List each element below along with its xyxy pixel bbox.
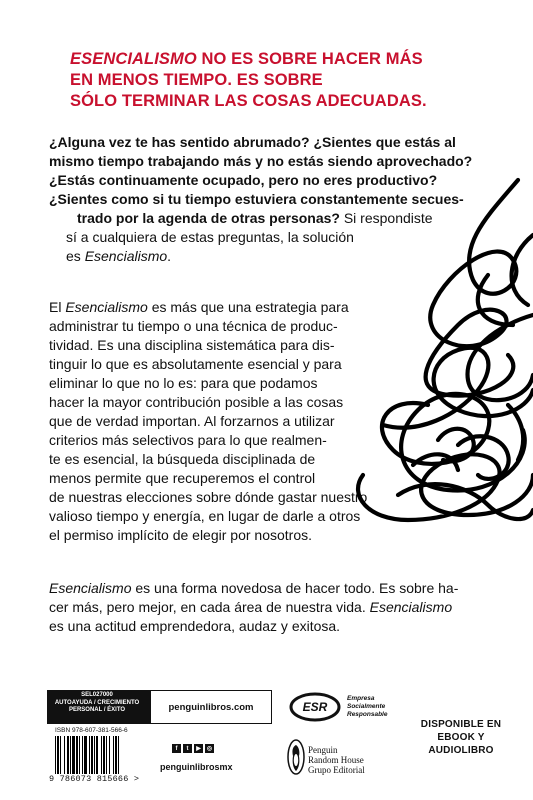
category-code-line: PERSONAL / ÉXITO xyxy=(68,707,126,713)
paragraph-line: que de verdad importan. Al forzarnos a utilizar xyxy=(49,413,335,429)
instagram-icon[interactable]: ◎ xyxy=(206,746,213,752)
svg-text:ESR: ESR xyxy=(302,700,328,714)
barcode-bar xyxy=(79,736,80,774)
category-box xyxy=(47,690,272,724)
paragraph-line: eliminar lo que no lo es: para que podamos xyxy=(49,375,318,391)
esr-label-line: Responsable xyxy=(347,711,388,718)
barcode-bar xyxy=(55,736,56,774)
twitter-icon[interactable]: t xyxy=(183,744,192,753)
barcode-bar xyxy=(94,736,95,774)
category-code xyxy=(47,692,147,715)
paragraph-line-pre: El xyxy=(49,299,66,315)
question-line-rest: Si respondiste xyxy=(339,210,433,226)
isbn-text: ISBN 978-607-381-566-6 xyxy=(55,727,128,734)
barcode-bar xyxy=(64,736,65,774)
barcode-bar xyxy=(96,736,98,774)
paragraph-line: el permiso implícito de elegir por nosotros. xyxy=(49,527,313,543)
available-line: EBOOK Y AUDIOLIBRO xyxy=(428,732,494,756)
barcode-bar xyxy=(109,736,110,774)
barcode xyxy=(53,736,145,774)
headline xyxy=(70,49,490,112)
paragraph-line: te es esencial, la búsqueda disciplinada de xyxy=(49,451,316,467)
barcode-bar xyxy=(106,736,107,774)
paragraph-line-italic: Esencialismo xyxy=(369,599,453,615)
esr-logo xyxy=(287,690,343,724)
social-handle[interactable]: penguinlibrosmx xyxy=(160,762,233,772)
question-line-bold: trado por la agenda de otras personas? xyxy=(77,210,340,226)
paragraph-line: es una actitud emprendedora, audaz y exitosa. xyxy=(49,618,341,634)
question-line: ¿Estás continuamente ocupado, pero no eres productivo? xyxy=(49,172,438,188)
barcode-bar xyxy=(91,736,93,774)
paragraph-line xyxy=(49,579,489,598)
question-line: mismo tiempo trabajando más y no estás siendo aprovechado? xyxy=(49,153,473,169)
barcode-bar xyxy=(60,736,61,774)
barcode-bar xyxy=(72,736,75,774)
barcode-bar xyxy=(89,736,90,774)
paragraph-line-post: es una forma novedosa de hacer todo. Es sobre ha- xyxy=(131,580,459,596)
paragraph-line xyxy=(49,598,489,617)
barcode-bar xyxy=(118,736,119,774)
facebook-icon[interactable]: f xyxy=(172,744,181,753)
barcode-bar xyxy=(115,736,117,774)
esr-label-line: Empresa xyxy=(347,695,375,702)
headline-line-1-rest: NO ES SOBRE HACER MÁS xyxy=(196,50,423,68)
barcode-bar xyxy=(57,736,59,774)
question-line: ¿Alguna vez te has sentido abrumado? ¿Sientes que estás al xyxy=(49,134,456,150)
publisher-line: Random House xyxy=(308,755,364,765)
category-code-line: SEL027000 xyxy=(81,692,113,698)
barcode-bar xyxy=(67,736,69,774)
headline-line-1 xyxy=(70,49,490,70)
social-icons xyxy=(172,744,214,753)
paragraph-line: criterios más selectivos para lo que realmen- xyxy=(49,432,327,448)
question-line-italic: Esencialismo xyxy=(84,248,168,264)
question-line-pre: es xyxy=(66,248,85,264)
headline-line-3: SÓLO TERMINAR LAS COSAS ADECUADAS. xyxy=(70,92,427,110)
barcode-bar xyxy=(113,736,114,774)
barcode-bar xyxy=(84,736,87,774)
headline-line-2: EN MENOS TIEMPO. ES SOBRE xyxy=(70,71,323,89)
question-line: sí a cualquiera de estas preguntas, la solución xyxy=(66,229,354,245)
barcode-bar xyxy=(103,736,105,774)
esr-label-line: Socialmente xyxy=(347,703,386,710)
paragraph-line: hacer la mayor contribución posible a las cosas xyxy=(49,394,344,410)
paragraph-line: valioso tiempo y energía, en lugar de darle a otros xyxy=(49,508,361,524)
question-line-post: . xyxy=(167,248,172,264)
barcode-bar xyxy=(70,736,71,774)
barcode-bar xyxy=(76,736,78,774)
paragraph-summary xyxy=(49,579,489,636)
headline-title-italic: ESENCIALISMO xyxy=(70,50,197,68)
available-line: DISPONIBLE EN xyxy=(420,719,502,730)
publisher-line: Grupo Editorial xyxy=(308,765,365,775)
publisher-line: Penguin xyxy=(308,745,338,755)
paragraph-line-italic: Esencialismo xyxy=(49,580,132,596)
barcode-digits: 9 786073 815666 xyxy=(49,774,129,784)
paragraph-line-pre: cer más, pero mejor, en cada área de nuestra vida. xyxy=(49,599,370,615)
paragraph-line-italic: Esencialismo xyxy=(65,299,148,315)
publisher-name xyxy=(308,745,365,775)
paragraph-line-post: es más que una estrategia para xyxy=(147,299,349,315)
paragraph-line: administrar tu tiempo o una técnica de produc- xyxy=(49,318,338,334)
paragraph-line: tividad. Es una disciplina sistemática para dis- xyxy=(49,337,335,353)
esr-label xyxy=(347,695,387,719)
scribble-illustration xyxy=(338,175,533,535)
barcode-bar xyxy=(101,736,102,774)
paragraph-line: tinguir lo que es absolutamente esencial y para xyxy=(49,356,342,372)
penguin-logo xyxy=(287,738,305,776)
barcode-bar xyxy=(82,736,83,774)
paragraph-line: menos permite que recuperemos el control xyxy=(49,470,316,486)
paragraph-line: de nuestras elecciones sobre dónde gastar nuestro xyxy=(49,489,368,505)
barcode-number: 9 786073 815666 > xyxy=(49,774,140,784)
available-formats xyxy=(406,718,516,757)
youtube-icon[interactable]: ▶ xyxy=(194,744,203,753)
question-line: ¿Sientes como si tu tiempo estuviera constantemente secues- xyxy=(49,191,464,207)
website-link[interactable]: penguinlibros.com xyxy=(150,690,272,724)
category-code-line: AUTOAYUDA / CRECIMIENTO xyxy=(54,699,140,706)
